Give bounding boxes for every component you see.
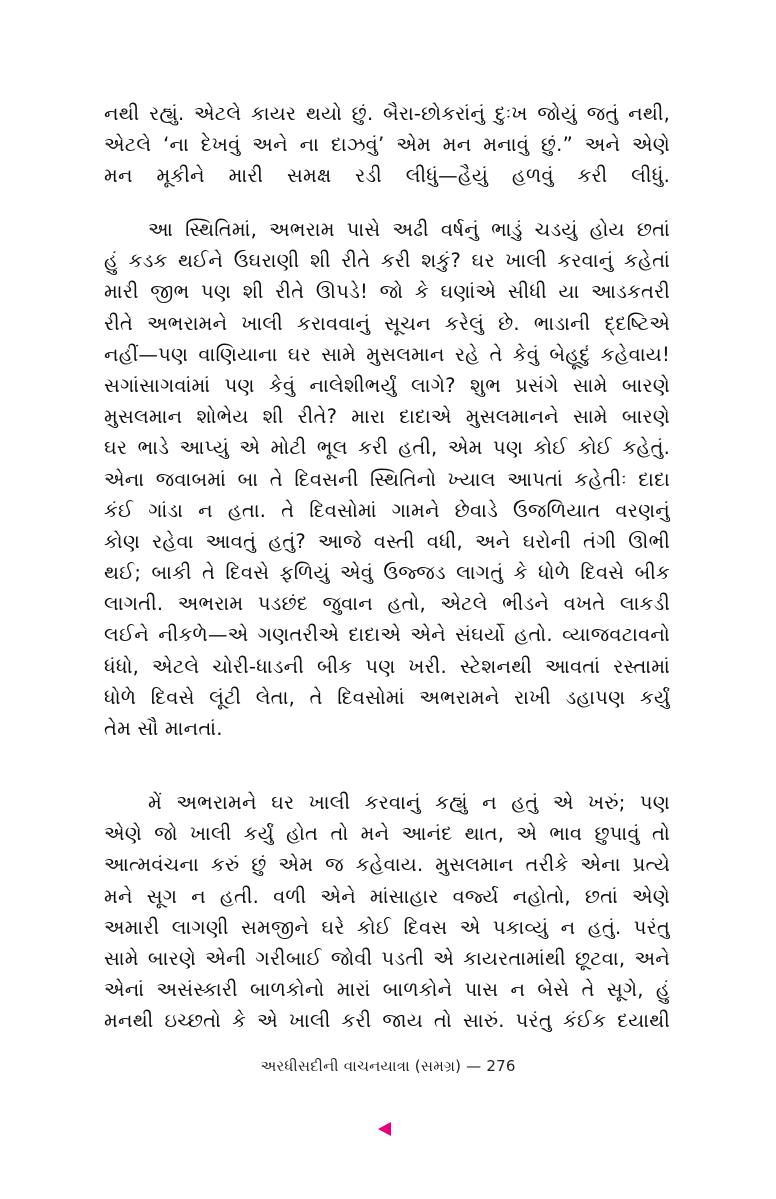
text-line: મેં અભરામને ઘર ખાલી કરવાનું કહ્યું ન હતું એ ખરું; પણ (148, 791, 670, 814)
text-line: આત્મવંચના કરું છું એમ જ કહેવાય. મુસલમાન તરીકે એના પ્રત્યે (104, 853, 670, 877)
text-line: તેમ સૌ માનતાં. (104, 717, 223, 740)
text-line: આ સ્થિતિમાં, અભરામ પાસે અઢી વર્ષનું ભાડું ચડયું હોય છતાં (148, 218, 670, 241)
text-line: ધોળે દિવસે લૂંટી લેતા, તે દિવસોમાં અભરામને રાખી ડહાપણ કર્યું (104, 685, 670, 709)
text-line: એના જવાબમાં બા તે દિવસની સ્થિતિનો ખ્યાલ આપતાં કહેતીઃ દાદા (104, 467, 670, 491)
page-footer (0, 1057, 776, 1075)
text-line: નથી રહ્યું. એટલે કાયર થયો છું. બૈરા-છોકરાંનું દુઃખ જોયું જતું નથી, (104, 102, 670, 125)
text-line: રીતે અભરામને ખાલી કરાવવાનું સૂચન કરેલું છે. ભાડાની દ્દષ્ટિએ (104, 311, 670, 335)
footer-separator: — (466, 1057, 482, 1075)
text-line: કંઈ ગાંડા ન હતા. તે દિવસોમાં ગામને છેવાડે ઉજળિયાત વરણનું (104, 498, 670, 522)
text-line: સગાંસાગવાંમાં પણ કેવું નાલેશીભર્યું લાગે? શુભ પ્રસંગે સામે બારણે (104, 373, 670, 397)
text-line: થઈ; બાકી તે દિવસે ફળિયું એવું ઉજ્જડ લાગતું કે ધોળે દિવસે બીક (104, 561, 670, 585)
text-line: મન મૂકીને મારી સમક્ષ રડી લીધું—હૈયું હળવું કરી લીધું. (104, 164, 670, 188)
paragraph-2 (104, 214, 670, 744)
paragraph-3 (104, 787, 670, 1037)
text-line: અમારી લાગણી સમજીને ઘરે કોઈ દિવસ એ પકાવ્યું ન હતું. પરંતુ (104, 915, 670, 939)
text-line: નહીં—પણ વાણિયાના ઘર સામે મુસલમાન રહે તે કેવું બેહૂદું કહેવાય! (104, 342, 670, 366)
paragraph-1 (104, 98, 670, 192)
text-line: એનાં અસંસ્કારી બાળકોનો મારાં બાળકોને પાસ ન બેસે તે સૂગે, હું (104, 978, 670, 1002)
text-line: ધંધો, એટલે ચોરી-ધાડની બીક પણ ખરી. સ્ટેશનથી આવતાં રસ્તામાં (104, 654, 670, 678)
text-line: હું કડક થઈને ઉઘરાણી શી રીતે કરી શકું? ઘર ખાલી કરવાનું કહેતાં (104, 249, 670, 273)
text-line: લઈને નીકળે—એ ગણતરીએ દાદાએ એને સંઘર્યો હતો. વ્યાજવટાવનો (104, 623, 670, 647)
text-line: ઘર ભાડે આપ્યું એ મોટી ભૂલ કરી હતી, એમ પણ કોઈ કોઈ કહેતું. (104, 436, 670, 460)
text-line: લાગતી. અભરામ પડછંદ જુવાન હતો, એટલે ભીડને વખતે લાકડી (104, 592, 670, 616)
page-number: 276 (486, 1057, 516, 1075)
text-line: મુસલમાન શોભેય શી રીતે? મારા દાદાએ મુસલમાનને સામે બારણે (104, 405, 670, 429)
text-line: મારી જીભ પણ શી રીતે ઊપડે! જો કે ઘણાંએ સીધી યા આડકતરી (104, 280, 670, 304)
triangle-left-icon[interactable] (378, 1122, 391, 1136)
text-line: કોણ રહેવા આવતું હતું? આજે વસ્તી વધી, અને ઘરોની તંગી ઊભી (104, 529, 670, 553)
text-line: એટલે ‘ના દેખવું અને ના દાઝવું’ એમ મન મનાવું છું.” અને એણે (104, 133, 670, 157)
text-line: સામે બારણે એની ગરીબાઈ જોવી પડતી એ કાયરતામાંથી છૂટવા, અને (104, 946, 670, 970)
text-line: એણે જો ખાલી કર્યું હોત તો મને આનંદ થાત, એ ભાવ છુપાવું તો (104, 822, 670, 846)
text-line: મનથી ઇચ્છતો કે એ ખાલી કરી જાય તો સારું. પરંતુ કંઈક દયાથી (104, 1009, 670, 1033)
book-title: અરધીસદીની વાચનયાત્રા (સમગ્ર) (260, 1057, 462, 1075)
text-line: મને સૂગ ન હતી. વળી એને માંસાહાર વર્જ્ય નહોતો, છતાં એણે (104, 884, 670, 908)
